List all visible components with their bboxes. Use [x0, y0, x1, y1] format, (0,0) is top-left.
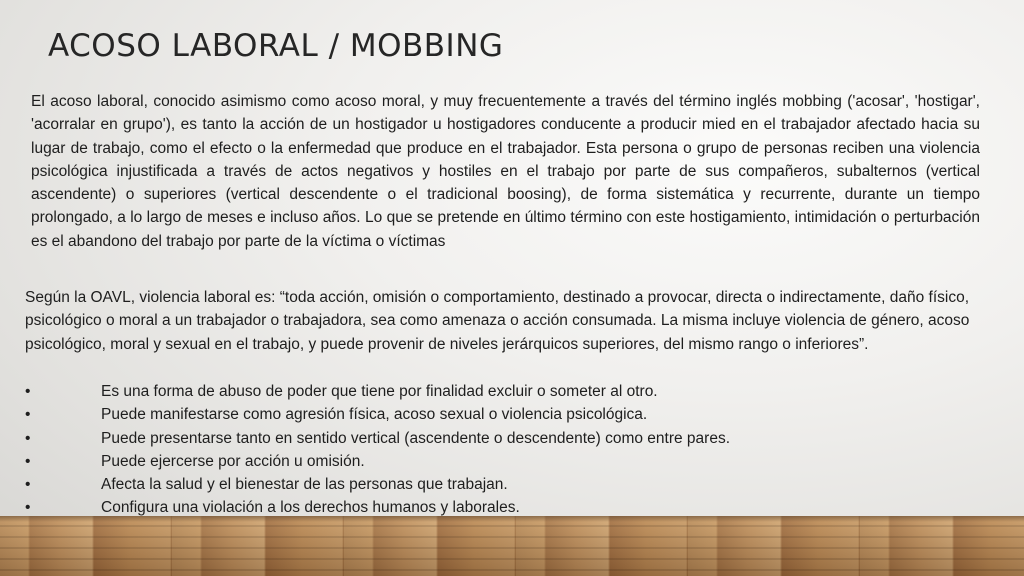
bullet-icon: • [25, 406, 31, 424]
list-item [25, 380, 1000, 403]
definition-paragraph: El acoso laboral, conocido asimismo como acoso moral, y muy frecuentemente a través del término inglés mobbing ('acosar', 'hostigar', 'acorralar en grupo'), es tanto la acción de un hostigador u hostigadores conducente a producir mied en el trabajador afectado hacia su lugar de trabajo, como el efecto o la enfermedad que produce en el trabajador. Esta persona o grupo de personas reciben una violencia psicológica injustificada a través de actos negativos y hostiles en el trabajo por parte de sus compañeros, subalternos (vertical ascendente) o superiores (vertical descendente o el tradicional boosing), de forma sistemática y recurrente, durante un tiempo prolongado, a lo largo de meses e incluso años. Lo que se pretende en último término con este hostigamiento, intimidación o perturbación es el abandono del trabajo por parte de la víctima o víctimas [31, 93, 980, 250]
list-item [25, 403, 1000, 426]
list-item-text: Es una forma de abuso de poder que tiene por finalidad excluir o someter al otro. [101, 383, 658, 400]
bullet-icon: • [25, 429, 31, 447]
bullet-icon: • [25, 499, 31, 517]
oavl-definition-paragraph: Según la OAVL, violencia laboral es: “toda acción, omisión o comportamiento, destinado a provocar, directa o indirectamente, daño físico, psicológico o moral a un trabajador o trabajadora, sea como amenaza o acción consumada. La misma incluye violencia de género, acoso psicológico, moral y sexual en el trabajo, y puede provenir de niveles jerárquicos superiores, del mismo rango o inferiores”. [25, 289, 970, 353]
wood-floor-decoration [0, 516, 1024, 576]
bullet-icon: • [25, 476, 31, 494]
list-item [25, 473, 1000, 496]
characteristics-list [25, 380, 1000, 520]
bullet-icon: • [25, 452, 31, 470]
list-item [25, 450, 1000, 473]
list-item [25, 427, 1000, 450]
list-item-text: Puede manifestarse como agresión física, acoso sexual o violencia psicológica. [101, 406, 648, 424]
list-item-text: Puede presentarse tanto en sentido vertical (ascendente o descendente) como entre pares. [101, 429, 731, 447]
list-item-text: Configura una violación a los derechos humanos y laborales. [101, 499, 520, 517]
bullet-icon: • [25, 383, 31, 400]
list-item-text: Puede ejercerse por acción u omisión. [101, 452, 365, 470]
list-item-text: Afecta la salud y el bienestar de las personas que trabajan. [101, 476, 508, 494]
slide-title: ACOSO LABORAL / MOBBING [48, 28, 504, 64]
